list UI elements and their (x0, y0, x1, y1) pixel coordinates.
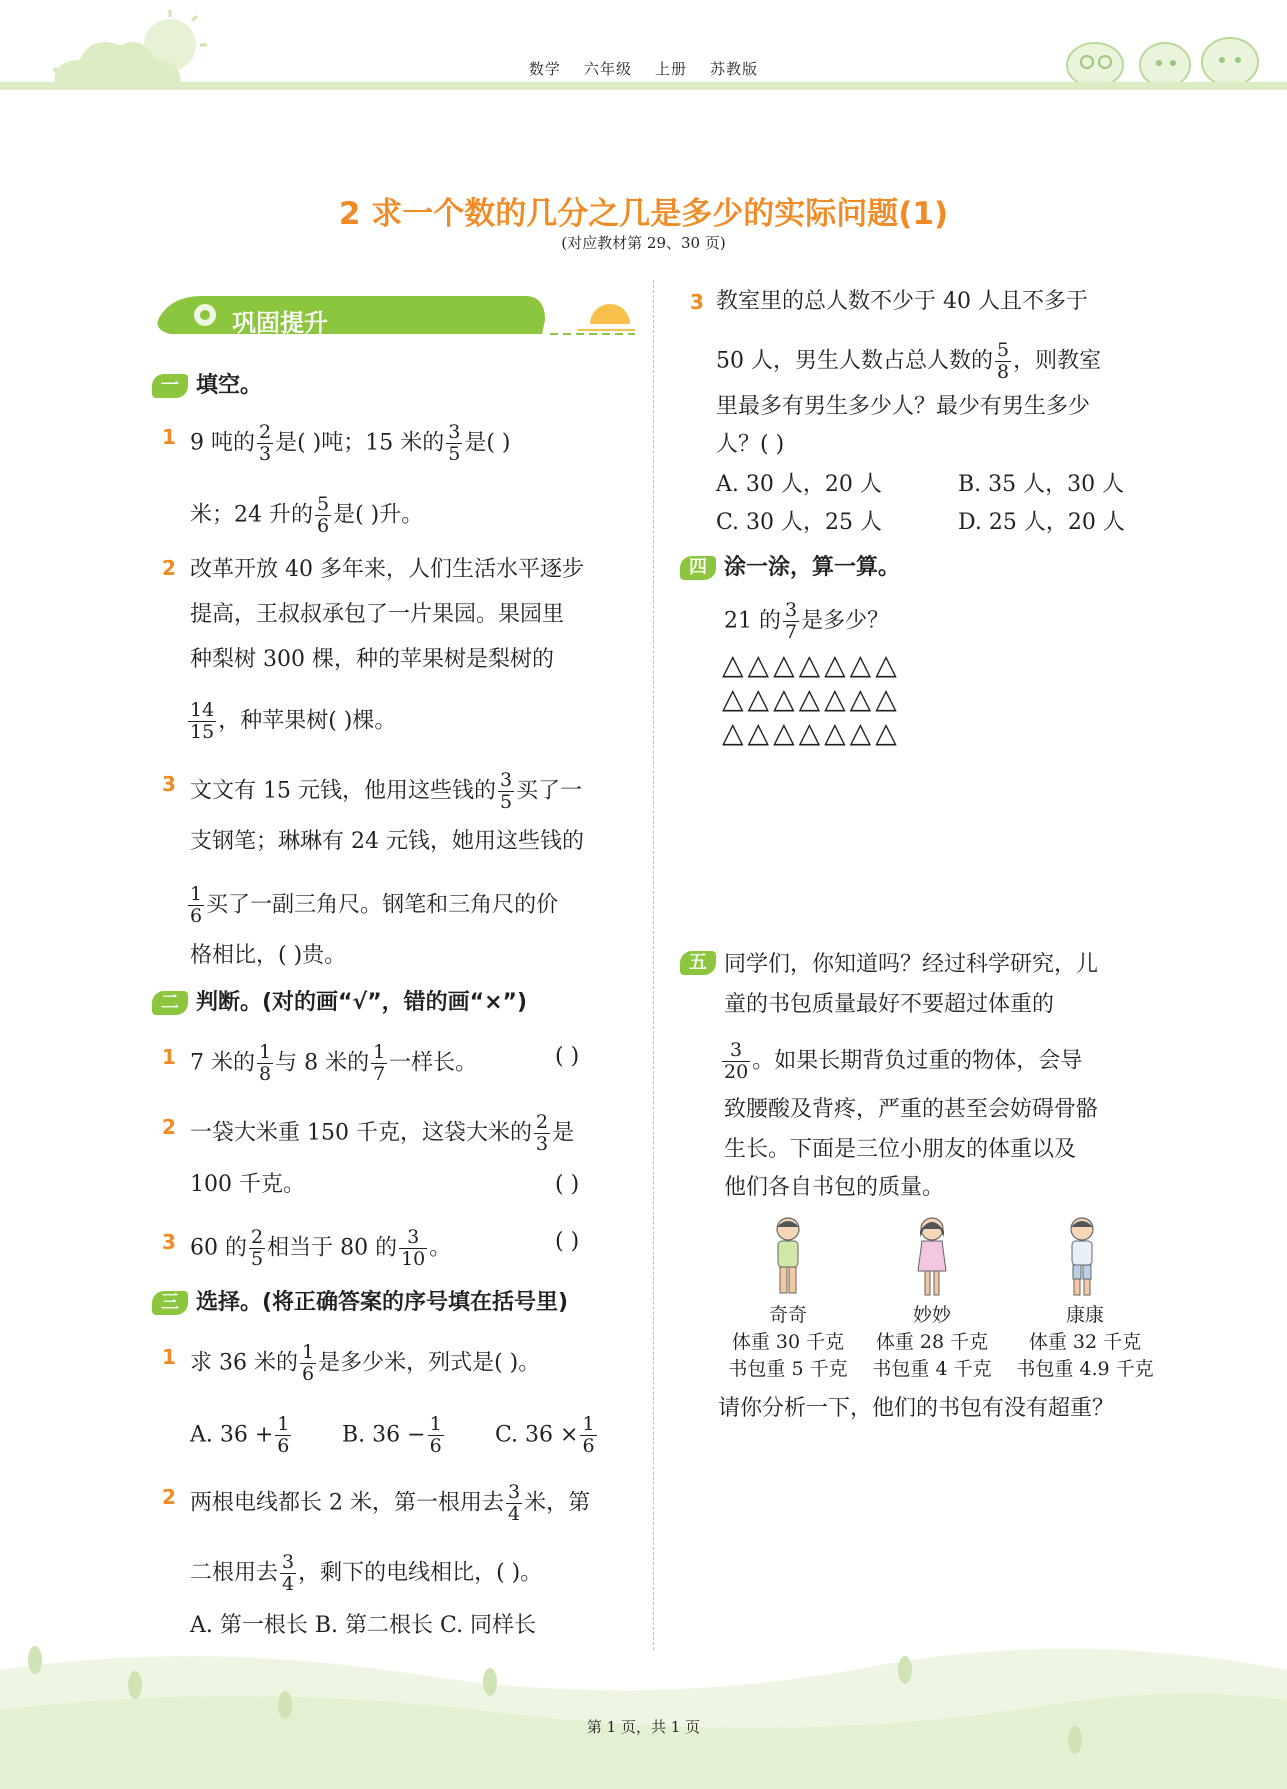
s3-q1-option-b[interactable] (342, 1414, 446, 1457)
s1-q1-text-d: 米；24 升的 (190, 502, 313, 528)
numerator: 1 (373, 1041, 386, 1063)
s2-q2-line1 (190, 1112, 574, 1155)
kid-kangkang-weight: 体重 32 千克 (1028, 1331, 1142, 1353)
section-3-badge: 三 (152, 1291, 188, 1315)
s3-q3-text-b: ，则教室 (1013, 348, 1102, 374)
numerator: 1 (582, 1413, 595, 1435)
triangle-row-1[interactable]: △△△△△△△ (722, 648, 901, 681)
s2-q1-answer-paren[interactable]: ( ) (555, 1044, 580, 1069)
s3-q2-text-b: 米，第 (524, 1490, 591, 1516)
fraction (995, 340, 1011, 383)
kid-miaomiao-bag: 书包重 4 千克 (872, 1358, 992, 1380)
fraction (399, 1227, 427, 1270)
fraction (534, 1112, 550, 1155)
kid-miaomiao-name: 妙妙 (912, 1304, 951, 1326)
s3-q2-text-c: 二根用去 (190, 1560, 279, 1586)
kid-qiqi-bag: 书包重 5 千克 (728, 1358, 848, 1380)
s2-q2-text-a: 一袋大米重 150 千克，这袋大米的 (190, 1120, 532, 1146)
fraction (580, 1414, 596, 1457)
denominator: 8 (997, 361, 1010, 383)
s2-q2-line2: 100 千克。 (190, 1172, 305, 1197)
fraction (188, 700, 216, 743)
s1-q2-line2: 提高，王叔叔承包了一片果园。果园里 (190, 602, 565, 627)
s1-q3-line3 (186, 884, 558, 927)
denominator: 6 (317, 515, 330, 537)
header-grade: 六年级 (583, 60, 632, 78)
s5-line4: 致腰酸及背疼，严重的甚至会妨碍骨骼 (724, 1097, 1099, 1122)
numerator: 2 (535, 1111, 549, 1133)
numerator: 1 (259, 1041, 272, 1063)
numerator: 3 (282, 1551, 295, 1573)
fraction (257, 1042, 273, 1085)
s3-q2-number: 2 (162, 1485, 176, 1509)
s1-q1-line1 (190, 422, 511, 465)
s2-q2-number: 2 (162, 1115, 176, 1139)
denominator: 6 (429, 1435, 442, 1457)
header-edition: 苏教版 (710, 60, 759, 78)
denominator: 20 (724, 1061, 749, 1083)
fraction (188, 884, 204, 927)
section-2-badge: 二 (152, 991, 188, 1015)
fraction (506, 1482, 522, 1525)
denominator: 8 (259, 1063, 272, 1085)
section-1-badge: 一 (152, 374, 188, 398)
header-band (0, 82, 1287, 90)
s3-q3-line1: 教室里的总人数不少于 40 人且不多于 (716, 289, 1088, 314)
numerator: 3 (399, 1227, 427, 1249)
denominator: 7 (785, 621, 798, 643)
s2-q2-answer-paren[interactable]: ( ) (555, 1172, 580, 1197)
s4-text-b: 是多少？ (801, 608, 890, 634)
s3-q1-option-c[interactable] (495, 1414, 599, 1457)
fraction (280, 1552, 296, 1595)
s1-q3-line4: 格相比，( )贵。 (190, 943, 347, 968)
s1-q1-text-a: 9 吨的 (190, 430, 255, 456)
denominator: 6 (582, 1435, 595, 1457)
svg-text:✦: ✦ (50, 63, 62, 79)
fraction (371, 1042, 387, 1085)
section-3-label: 选择。(将正确答案的序号填在括号里) (196, 1290, 569, 1315)
s3-q2-options[interactable]: A. 第一根长 B. 第二根长 C. 同样长 (190, 1613, 537, 1638)
s2-q3-text-b: 相当于 80 的 (267, 1235, 398, 1261)
denominator: 4 (507, 1503, 521, 1525)
s5-line1: 同学们，你知道吗？经过科学研究，儿 (724, 952, 1099, 977)
s1-q3-text-a: 文文有 15 元钱，他用这些钱的 (190, 778, 496, 804)
s1-q3-line2: 支钢笔；琳琳有 24 元钱，她用这些钱的 (190, 829, 584, 854)
banner-title: 巩固提升 (232, 309, 328, 337)
s3-q2-line2 (190, 1552, 542, 1595)
kid-miaomiao-weight: 体重 28 千克 (875, 1331, 989, 1353)
header-decoration-right (1055, 20, 1265, 90)
fraction (257, 422, 273, 465)
section-2-heading (152, 985, 527, 1016)
column-divider (653, 280, 654, 1650)
s5-line6: 他们各自书包的质量。 (724, 1175, 945, 1200)
denominator: 6 (277, 1435, 290, 1457)
s2-q3-text-c: 。 (429, 1235, 452, 1261)
denominator: 5 (499, 791, 513, 813)
section-5-badge: 五 (680, 951, 716, 975)
fraction (249, 1227, 265, 1270)
fraction (722, 1040, 750, 1083)
section-3-heading (152, 1285, 568, 1316)
numerator: 3 (507, 1481, 521, 1503)
s3-q3-option-b[interactable]: B. 35 人，30 人 (958, 472, 1125, 497)
s1-q1-text-c: 是( ) (464, 430, 511, 456)
numerator: 5 (997, 339, 1010, 361)
denominator: 3 (259, 443, 272, 465)
s3-q2-text-a: 两根电线都长 2 米，第一根用去 (190, 1490, 504, 1516)
section-2-label: 判断。(对的画“√”，错的画“×”) (196, 990, 528, 1015)
s3-q2-text-d: ，剩下的电线相比，( )。 (298, 1560, 543, 1586)
s3-q1-option-a[interactable] (190, 1414, 293, 1457)
s2-q3-text-a: 60 的 (190, 1235, 247, 1261)
fraction (783, 600, 799, 643)
s2-q1-line (190, 1042, 477, 1085)
fraction (275, 1414, 291, 1457)
fraction (300, 1342, 316, 1385)
s2-q1-text-c: 一样长。 (389, 1050, 478, 1076)
s5-line5: 生长。下面是三位小朋友的体重以及 (724, 1137, 1077, 1162)
numerator: 5 (317, 493, 330, 515)
numerator: 1 (277, 1413, 290, 1435)
s3-q1-text-b: 是多少米，列式是( )。 (318, 1350, 541, 1376)
numerator: 3 (785, 599, 798, 621)
banner-decoration (150, 282, 635, 342)
numerator: 2 (251, 1226, 264, 1248)
s5-question: 请你分析一下，他们的书包有没有超重？ (718, 1396, 1115, 1421)
s5-line2: 童的书包质量最好不要超过体重的 (724, 992, 1055, 1017)
denominator: 4 (282, 1573, 295, 1595)
s1-q3-number: 3 (162, 772, 176, 796)
footer-landscape (0, 1630, 1287, 1789)
s1-q1-text-e: 是( )升。 (333, 502, 424, 528)
s3-q1-line (190, 1342, 540, 1385)
kid-kangkang-name: 康康 (1065, 1304, 1104, 1326)
s1-q1-number: 1 (162, 425, 176, 449)
s1-q1-text-b: 是( )吨；15 米的 (275, 430, 445, 456)
s3-q3-option-d[interactable]: D. 25 人，20 人 (958, 510, 1125, 535)
denominator: 6 (190, 905, 203, 927)
numerator: 2 (259, 421, 272, 443)
s2-q2-text-b: 是 (552, 1120, 575, 1146)
denominator: 6 (301, 1363, 315, 1385)
s2-q1-text-a: 7 米的 (190, 1050, 255, 1076)
option-b-label: B. 36 − (342, 1422, 426, 1448)
header-subject: 数学 (528, 60, 561, 78)
fraction (428, 1414, 444, 1457)
s2-q1-text-b: 与 8 米的 (275, 1050, 370, 1076)
s3-q3-line3: 里最多有男生多少人？最少有男生多少 (716, 394, 1091, 419)
s5-text-l3: 。如果长期背负过重的物体，会导 (752, 1048, 1083, 1074)
s1-q3-text-b: 买了一 (516, 778, 583, 804)
page-title: 2 求一个数的几分之几是多少的实际问题(1) (338, 196, 949, 232)
s2-q3-answer-paren[interactable]: ( ) (555, 1229, 580, 1254)
page-subtitle: (对应教材第 29、30 页) (561, 234, 726, 252)
numerator: 14 (190, 699, 215, 721)
s1-q3-line1 (190, 770, 582, 813)
s1-q2-line3: 种梨树 300 棵，种的苹果树是梨树的 (190, 647, 554, 672)
denominator: 7 (373, 1063, 386, 1085)
s3-q3-number: 3 (690, 290, 704, 314)
numerator: 1 (190, 883, 203, 905)
denominator: 3 (535, 1133, 549, 1155)
s3-q3-option-c[interactable]: C. 30 人，25 人 (716, 510, 883, 535)
s3-q3-option-a[interactable]: A. 30 人，20 人 (716, 472, 882, 497)
section-4-heading (680, 550, 900, 581)
s1-q2-line1: 改革开放 40 多年来，人们生活水平逐步 (190, 557, 584, 582)
section-1-heading (152, 368, 262, 399)
fraction (315, 494, 331, 537)
s1-q1-line2 (190, 494, 423, 537)
fraction (446, 422, 462, 465)
s3-q3-text-a: 50 人，男生人数占总人数的 (716, 348, 993, 374)
s3-q1-number: 1 (162, 1345, 176, 1369)
numerator: 3 (722, 1040, 750, 1062)
kid-qiqi-name: 奇奇 (768, 1304, 807, 1326)
triangle-row-3[interactable]: △△△△△△△ (722, 716, 901, 749)
s3-q1-text-a: 求 36 米的 (190, 1350, 298, 1376)
triangle-row-2[interactable]: △△△△△△△ (722, 682, 901, 715)
s4-text-a: 21 的 (724, 608, 781, 634)
kid-qiqi-weight: 体重 30 千克 (731, 1331, 845, 1353)
section-5-heading (680, 950, 724, 975)
s1-q2-text-end: ，种苹果树( )棵。 (218, 708, 397, 734)
fraction (498, 770, 514, 813)
option-c-label: C. 36 × (495, 1422, 579, 1448)
s3-q3-line2 (716, 340, 1101, 383)
header-term: 上册 (655, 60, 688, 78)
s4-question (724, 600, 889, 643)
option-a-label: A. 36 + (190, 1422, 274, 1448)
kid-miaomiao-illustration (912, 1215, 952, 1300)
s3-q3-line4: 人？( ) (716, 432, 785, 457)
denominator: 15 (190, 721, 215, 743)
kid-kangkang-illustration (1062, 1215, 1102, 1300)
s2-q1-number: 1 (162, 1045, 176, 1069)
section-4-badge: 四 (680, 556, 716, 580)
header-text (0, 58, 1287, 79)
numerator: 1 (301, 1341, 315, 1363)
denominator: 10 (401, 1248, 426, 1270)
s2-q3-number: 3 (162, 1230, 176, 1254)
section-1-label: 填空。 (196, 373, 263, 398)
s2-q3-line (190, 1227, 451, 1270)
numerator: 3 (448, 421, 461, 443)
kid-kangkang-bag: 书包重 4.9 千克 (1016, 1358, 1154, 1380)
s1-q2-line4 (186, 700, 396, 743)
kid-qiqi-illustration (768, 1215, 808, 1300)
denominator: 5 (448, 443, 461, 465)
page-footer: 第 1 页，共 1 页 (586, 1718, 701, 1736)
numerator: 1 (429, 1413, 442, 1435)
s1-q3-text-c: 买了一副三角尺。钢笔和三角尺的价 (206, 892, 559, 918)
s3-q2-line1 (190, 1482, 590, 1525)
denominator: 5 (251, 1248, 264, 1270)
s5-line3 (720, 1040, 1082, 1083)
numerator: 3 (499, 769, 513, 791)
section-4-label: 涂一涂，算一算。 (724, 555, 901, 580)
s1-q2-number: 2 (162, 556, 176, 580)
